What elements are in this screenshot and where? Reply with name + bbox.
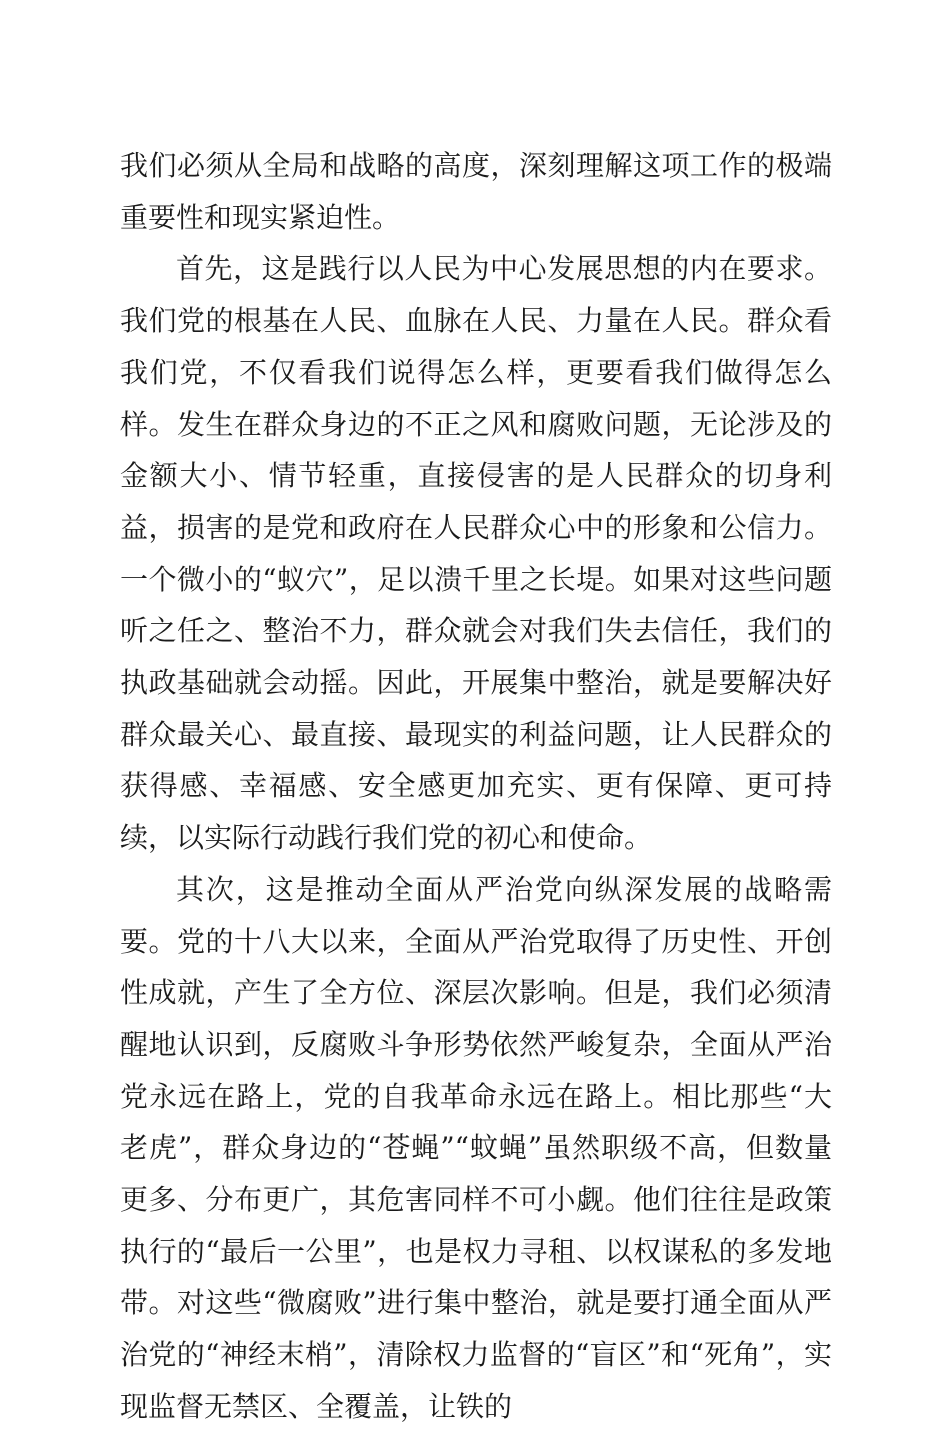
paragraph-second-point: 其次，这是推动全面从严治党向纵深发展的战略需要。党的十八大以来，全面从严治党取得了历史性、开创性成就，产生了全方位、深层次影响。但是，我们必须清醒地认识到，反腐败斗争形势依然严峻复杂，全面从严治党永远在路上，党的自我革命永远在路上。相比那些“大老虎”，群众身边的“苍蝇”“蚊蝇”虽然职级不高，但数量更多、分布更广，其危害同样不可小觑。他们往往是政策执行的“最后一公里”，也是权力寻租、以权谋私的多发地带。对这些“微腐败”进行集中整治，就是要打通全面从严治党的“神经末梢”，清除权力监督的“盲区”和“死角”，实现监督无禁区、全覆盖，让铁的 xyxy=(120,872,832,1423)
paragraph-continuation: 我们必须从全局和战略的高度，深刻理解这项工作的极端重要性和现实紧迫性。 xyxy=(120,149,832,234)
body-text xyxy=(120,140,832,1433)
paragraph-first-point: 首先，这是践行以人民为中心发展思想的内在要求。我们党的根基在人民、血脉在人民、力量在人民。群众看我们党，不仅看我们说得怎么样，更要看我们做得怎么样。发生在群众身边的不正之风和腐败问题，无论涉及的金额大小、情节轻重，直接侵害的是人民群众的切身利益，损害的是党和政府在人民群众心中的形象和公信力。一个微小的“蚁穴”，足以溃千里之长堤。如果对这些问题听之任之、整治不力，群众就会对我们失去信任，我们的执政基础就会动摇。因此，开展集中整治，就是要解决好群众最关心、最直接、最现实的利益问题，让人民群众的获得感、幸福感、安全感更加充实、更有保障、更可持续，以实际行动践行我们党的初心和使命。 xyxy=(120,252,832,855)
